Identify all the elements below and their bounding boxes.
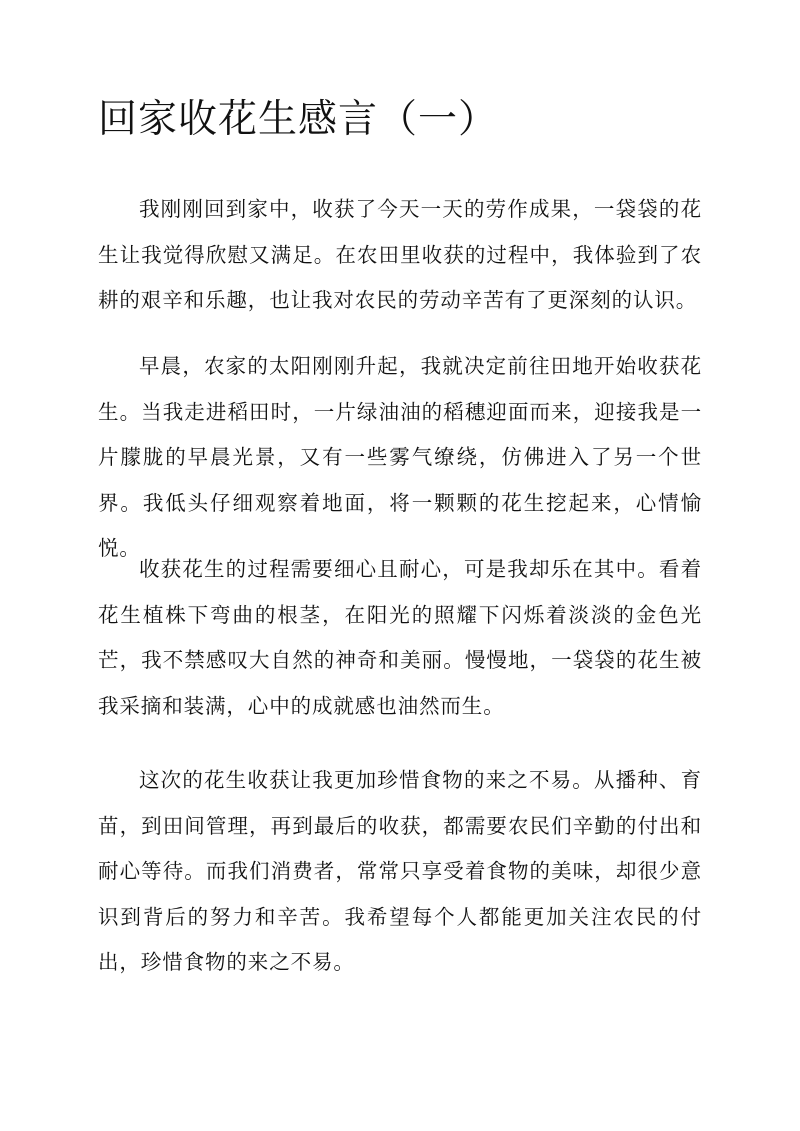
paragraph-3: 收获花生的过程需要细心且耐心，可是我却乐在其中。看着花生植株下弯曲的根茎，在阳光的照耀下闪烁着淡淡的金色光芒，我不禁感叹大自然的神奇和美丽。慢慢地，一袋袋的花生被我采摘和装满，心中的成就感也油然而生。 [98,557,702,718]
paragraph-4: 这次的花生收获让我更加珍惜食物的来之不易。从播种、育苗，到田间管理，再到最后的收获，都需要农民们辛勤的付出和耐心等待。而我们消费者，常常只享受着食物的美味，却很少意识到背后的努力和辛苦。我希望每个人都能更加关注农民的付出，珍惜食物的来之不易。 [98,768,702,974]
document-title: 回家收花生感言（一） [98,97,499,142]
paragraph-1: 我刚刚回到家中，收获了今天一天的劳作成果，一袋袋的花生让我觉得欣慰又满足。在农田里收获的过程中，我体验到了农耕的艰辛和乐趣，也让我对农民的劳动辛苦有了更深刻的认识。 [98,197,702,312]
paragraph-2: 早晨，农家的太阳刚刚升起，我就决定前往田地开始收获花生。当我走进稻田时，一片绿油油的稻穗迎面而来，迎接我是一片朦胧的早晨光景，又有一些雾气缭绕，仿佛进入了另一个世界。我低头仔细观察着地面，将一颗颗的花生挖起来，心情愉悦。 [98,354,702,560]
